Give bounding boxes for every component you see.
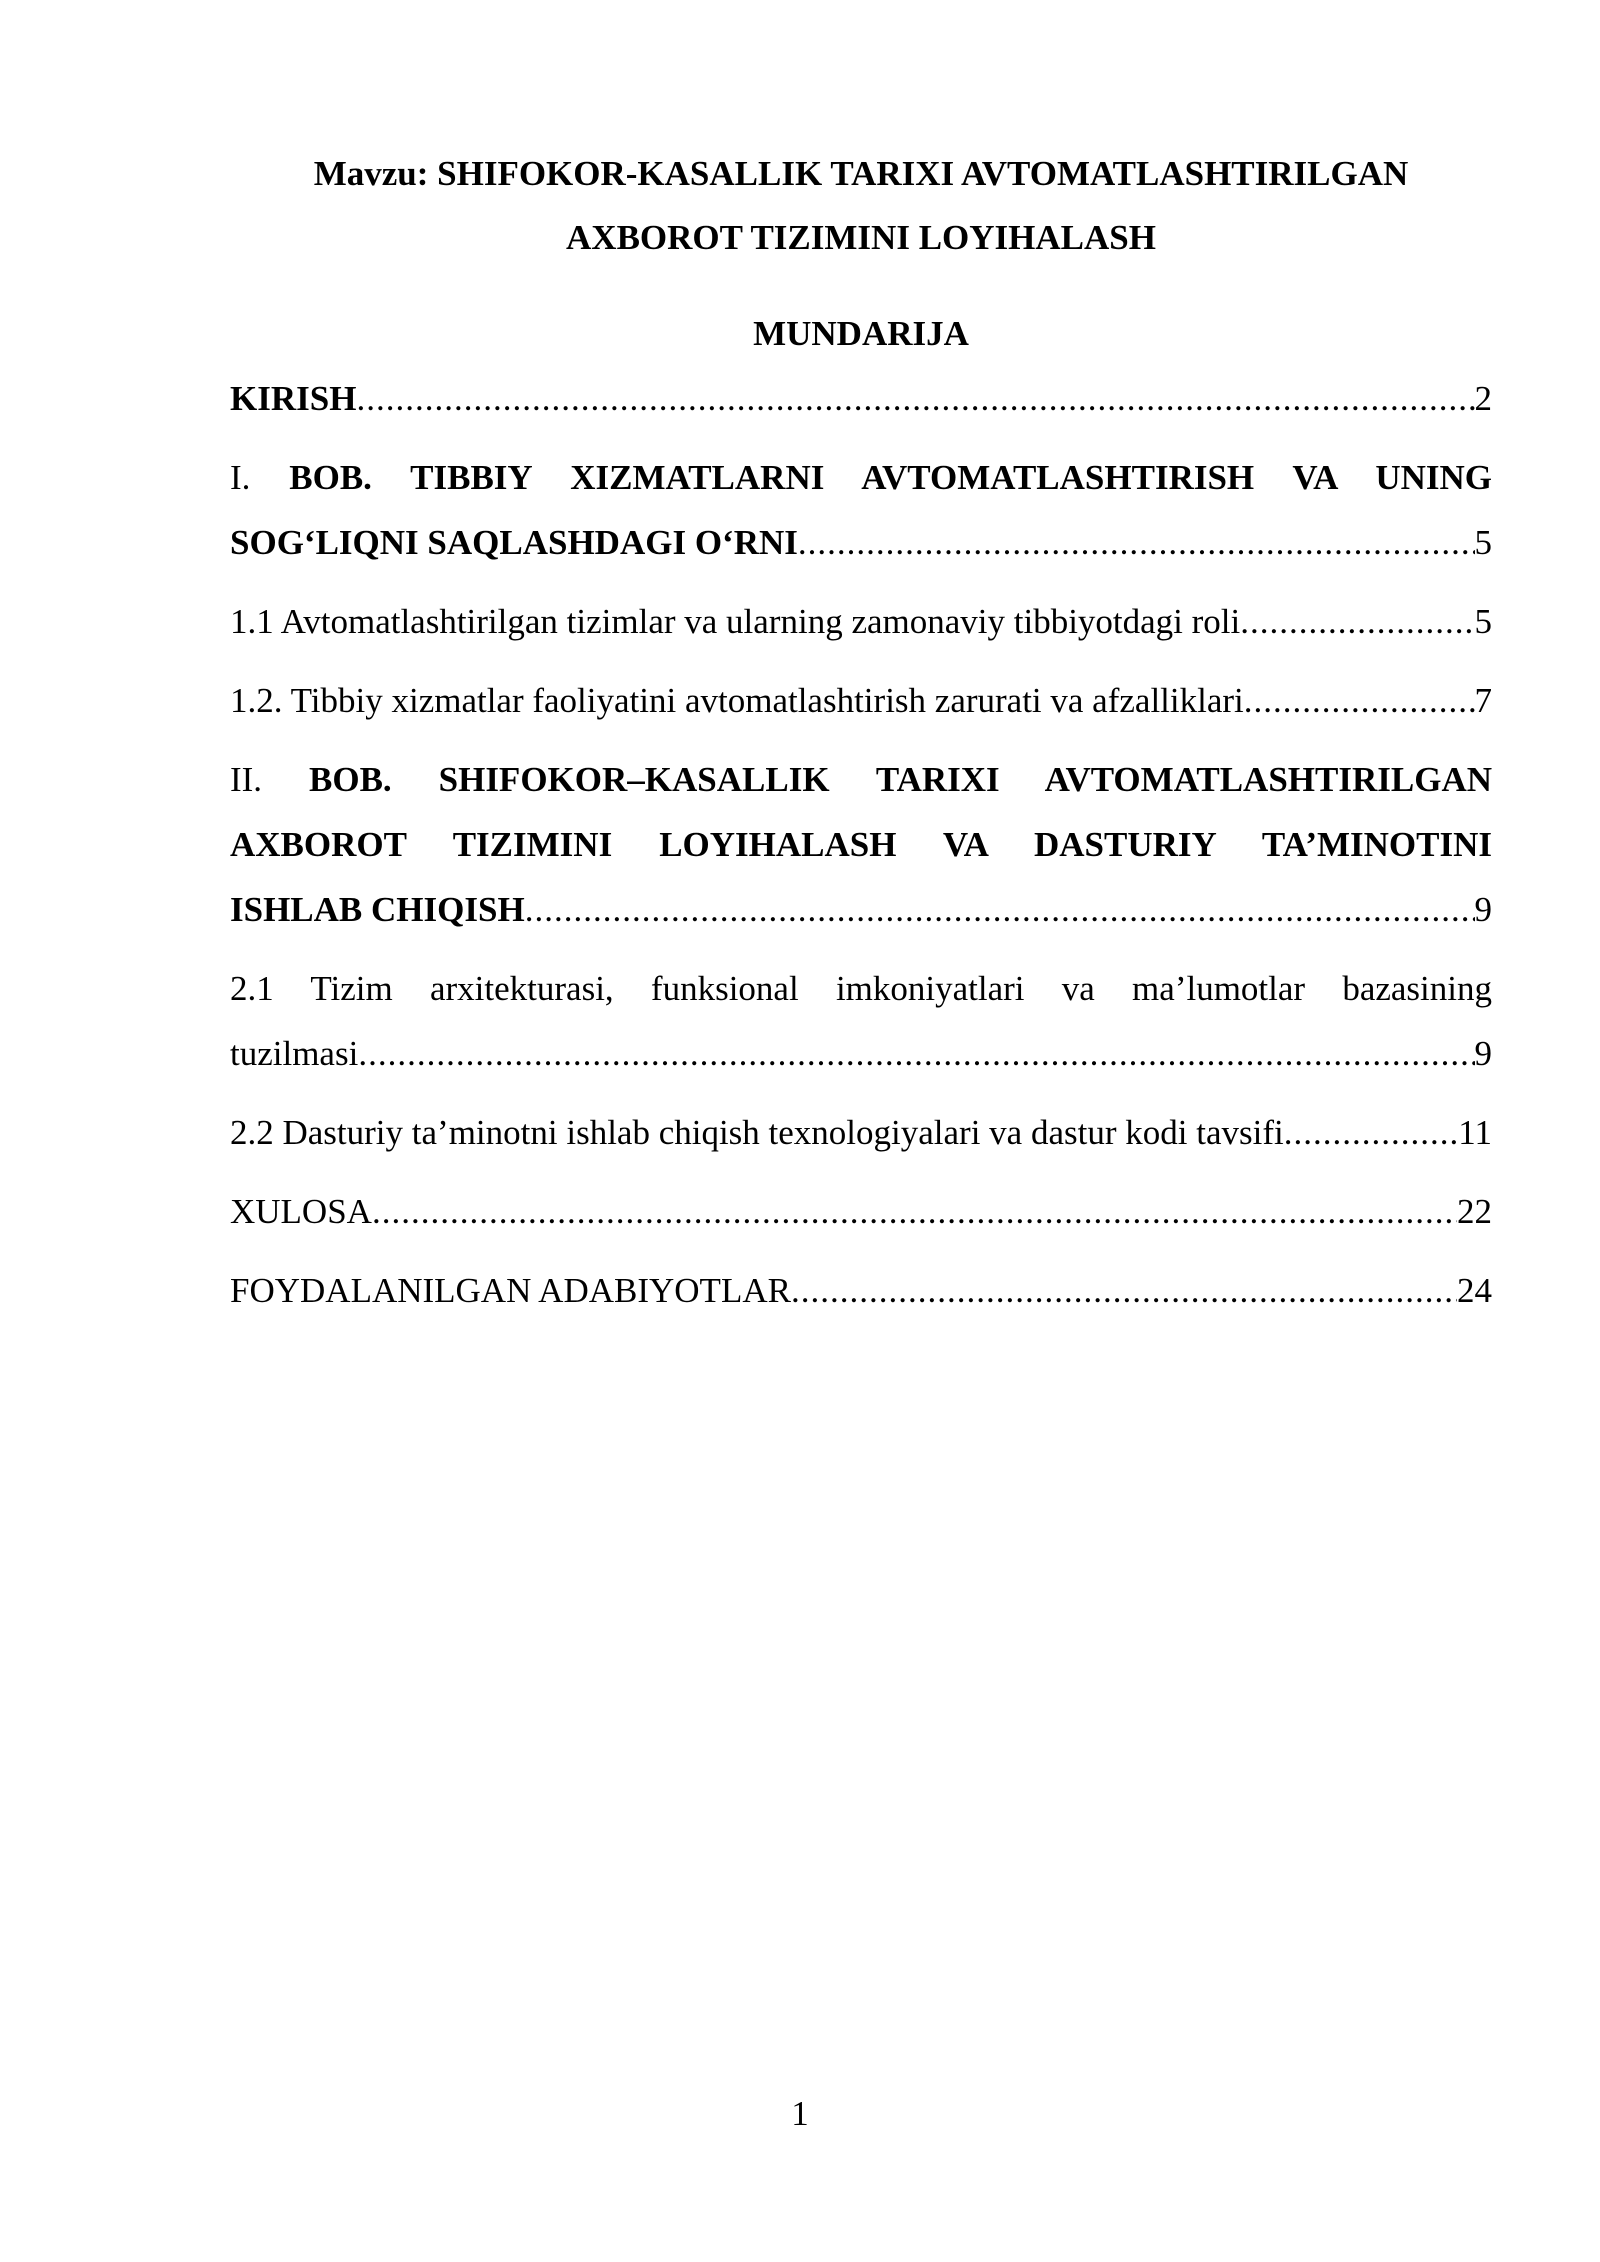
document-title-line-1: Mavzu: SHIFOKOR-KASALLIK TARIXI AVTOMATLASHTIRILGAN xyxy=(313,154,1409,193)
toc-chapter-2-line-3 xyxy=(230,877,1492,942)
toc-entry-label: 1.1 Avtomatlashtirilgan tizimlar va ularning zamonaviy tibbiyotdagi roli xyxy=(230,602,1241,641)
toc-chapter-1-line-2 xyxy=(230,510,1492,575)
toc-page-number: 24 xyxy=(1457,1271,1492,1310)
toc-entry-section-1-2[interactable] xyxy=(230,668,1492,733)
toc-entry-label: tuzilmasi xyxy=(230,1034,359,1073)
chapter-title-part: ISHLAB CHIQISH xyxy=(230,890,525,929)
toc-entry-adabiyotlar[interactable] xyxy=(230,1258,1492,1323)
toc-entry-label: 2.2 Dasturiy ta’minotni ishlab chiqish texnologiyalari va dastur kodi tavsifi xyxy=(230,1113,1284,1152)
toc-entry-label: FOYDALANILGAN ADABIYOTLAR xyxy=(230,1271,791,1310)
toc-heading: MUNDARIJA xyxy=(753,314,969,353)
dot-leader xyxy=(372,1179,1457,1244)
toc-page-number: 5 xyxy=(1474,523,1492,562)
toc-entry-label: 1.2. Tibbiy xizmatlar faoliyatini avtomatlashtirish zarurati va afzalliklari xyxy=(230,681,1244,720)
dot-leader xyxy=(798,510,1475,575)
toc-chapter-2-line-2: AXBOROT TIZIMINI LOYIHALASH VA DASTURIY TA’MINOTINI xyxy=(230,825,1492,864)
toc-entry-chapter-1[interactable] xyxy=(230,445,1492,575)
toc-entry-xulosa[interactable] xyxy=(230,1179,1492,1244)
dot-leader xyxy=(791,1258,1457,1323)
toc-entry-section-2-1[interactable] xyxy=(230,956,1492,1086)
toc-page-number: 2 xyxy=(1474,379,1492,418)
dot-leader xyxy=(1240,589,1474,654)
chapter-prefix: II. xyxy=(230,760,263,799)
page-number: 1 xyxy=(791,2094,809,2133)
toc-entry-label: XULOSA xyxy=(230,1192,372,1231)
table-of-contents xyxy=(230,366,1492,1323)
dot-leader xyxy=(356,366,1474,431)
toc-page-number: 9 xyxy=(1474,890,1492,929)
dot-leader xyxy=(525,877,1475,942)
toc-entry-section-2-2[interactable] xyxy=(230,1100,1492,1165)
chapter-title-part: SOG‘LIQNI SAQLASHDAGI O‘RNI xyxy=(230,523,798,562)
toc-chapter-2-line-1 xyxy=(230,747,1492,812)
chapter-title-part: BOB. TIBBIY XIZMATLARNI AVTOMATLASHTIRISH VA UNING xyxy=(289,458,1492,497)
toc-entry-kirish[interactable] xyxy=(230,366,1492,431)
toc-page-number: 9 xyxy=(1474,1034,1492,1073)
toc-chapter-1-line-1 xyxy=(230,445,1492,510)
toc-page-number: 5 xyxy=(1474,602,1492,641)
page-content xyxy=(230,142,1492,1337)
chapter-title-part: BOB. SHIFOKOR–KASALLIK TARIXI AVTOMATLASHTIRILGAN xyxy=(309,760,1493,799)
toc-entry-section-1-1[interactable] xyxy=(230,589,1492,654)
chapter-prefix: I. xyxy=(230,458,251,497)
toc-section-2-1-line-2 xyxy=(230,1021,1492,1086)
dot-leader xyxy=(1244,668,1475,733)
toc-page-number: 11 xyxy=(1458,1113,1492,1152)
toc-entry-chapter-2[interactable] xyxy=(230,747,1492,942)
dot-leader xyxy=(1284,1100,1459,1165)
dot-leader xyxy=(358,1021,1474,1086)
toc-entry-label: KIRISH xyxy=(230,379,357,418)
document-title-line-2: AXBOROT TIZIMINI LOYIHALASH xyxy=(566,218,1156,257)
toc-section-2-1-line-1: 2.1 Tizim arxitekturasi, funksional imkoniyatlari va ma’lumotlar bazasining xyxy=(230,969,1492,1008)
toc-page-number: 7 xyxy=(1474,681,1492,720)
toc-page-number: 22 xyxy=(1457,1192,1492,1231)
